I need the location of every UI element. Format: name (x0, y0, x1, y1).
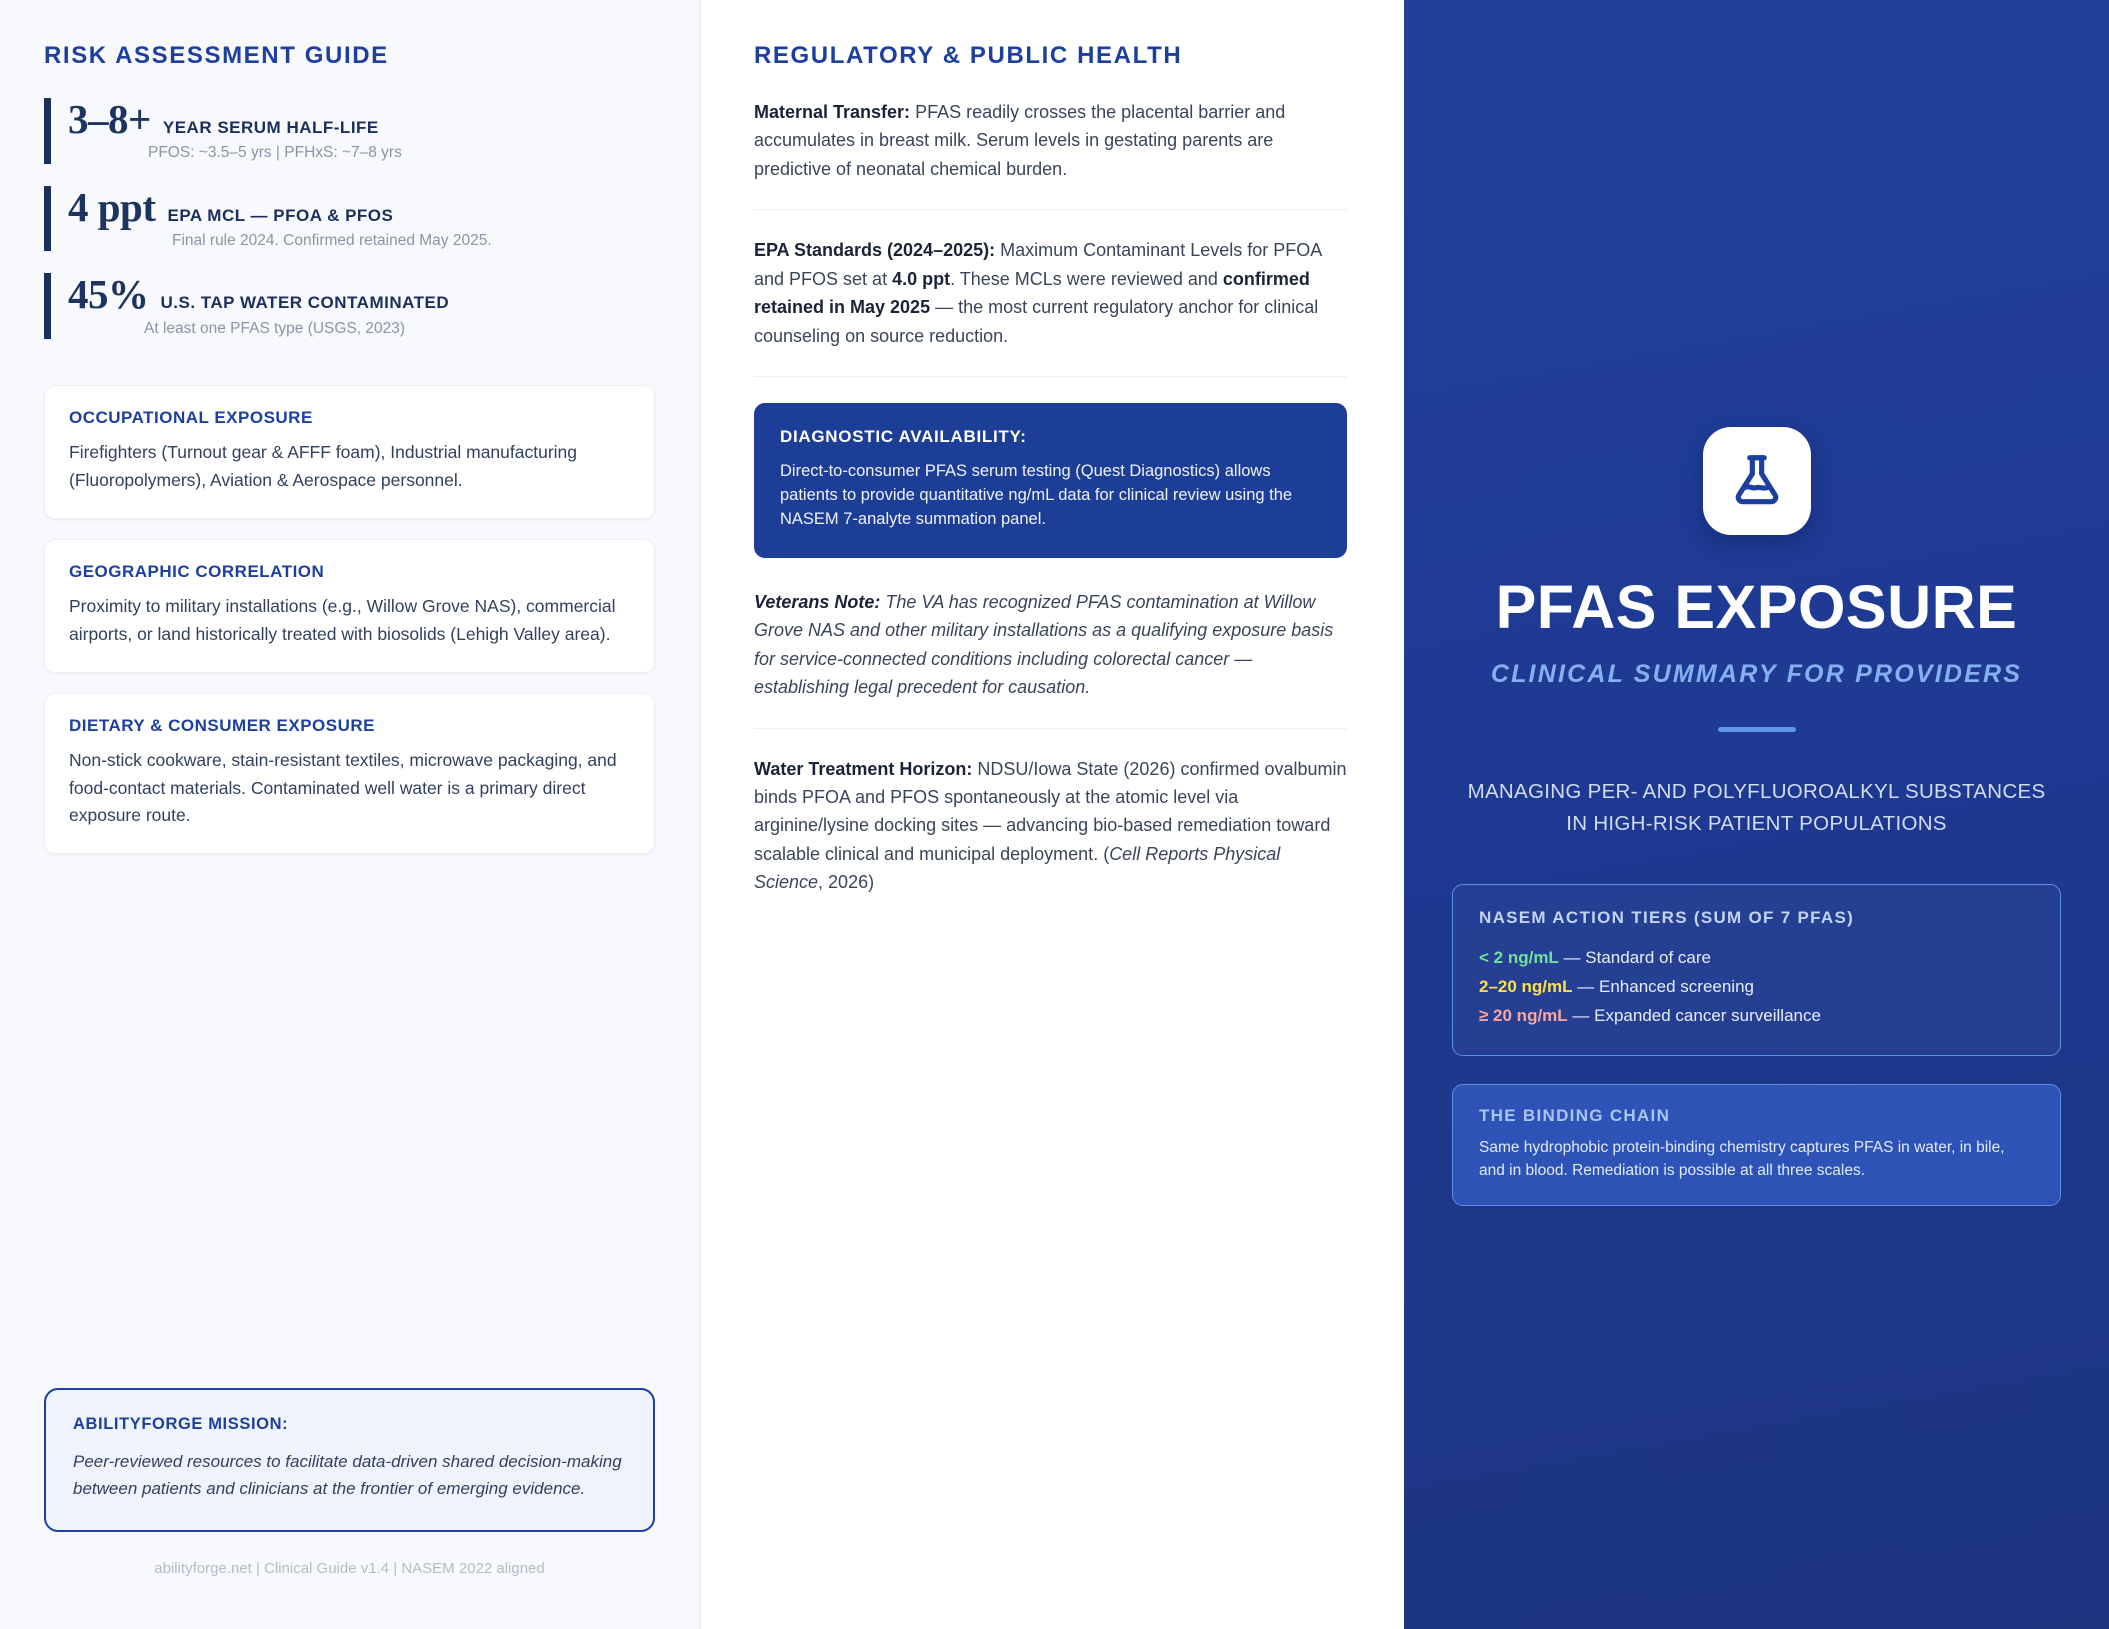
card-body: Proximity to military installations (e.g., Willow Grove NAS), commercial airports, or land historically treated with biosolids (Lehigh Valley area). (69, 596, 616, 644)
stat-label: U.S. TAP WATER CONTAMINATED (160, 293, 450, 313)
stat-label: EPA MCL — PFOA & PFOS (167, 205, 394, 225)
paragraph-lead: Water Treatment Horizon: (754, 758, 973, 779)
risk-assessment-column (0, 0, 701, 1629)
mission-title: ABILITYFORGE MISSION: (73, 1414, 289, 1433)
tier-action: — Standard of care (1558, 947, 1711, 967)
stat-label: YEAR SERUM HALF-LIFE (162, 118, 379, 137)
layout-spacer (44, 874, 655, 1387)
stat-list (44, 98, 655, 361)
binding-chain-title: THE BINDING CHAIN (1479, 1106, 1671, 1126)
stat-tap-water (44, 273, 655, 339)
divider (754, 728, 1347, 729)
paragraph-lead: Veterans Note: (754, 591, 881, 612)
brand-panel (1404, 0, 2109, 1629)
paragraph-bold-mcl-value: 4.0 ppt (892, 268, 951, 289)
stat-number: 45% (68, 271, 149, 318)
journal-name: Cell Reports Physical Science (754, 843, 1281, 893)
paragraph-text: PFAS readily crosses the placental barrier and accumulates in breast milk. Serum levels in gestating parents are predictive of neonatal chemical burden. (754, 102, 1286, 179)
regulatory-heading: REGULATORY & PUBLIC HEALTH (754, 42, 1183, 69)
tier-threshold: < 2 ng/mL (1479, 947, 1559, 967)
nasem-action-tiers-box (1452, 884, 2061, 1057)
mission-body: Peer-reviewed resources to facilitate data-driven shared decision-making between patients and clinicians at the frontier of emerging evidence. (73, 1451, 622, 1499)
stat-top-row (68, 183, 655, 230)
card-title: GEOGRAPHIC CORRELATION (69, 562, 325, 582)
tier-threshold: 2–20 ng/mL (1479, 976, 1573, 996)
tiers-title: NASEM ACTION TIERS (SUM OF 7 PFAS) (1479, 907, 1855, 927)
diagnostic-body: Direct-to-consumer PFAS serum testing (Quest Diagnostics) allows patients to provide quantitative ng/mL data for clinical review using the NASEM 7-analyte summation panel. (780, 462, 1293, 528)
binding-chain-box (1452, 1084, 2061, 1206)
footer-note: abilityforge.net | Clinical Guide v1.4 | NASEM 2022 aligned (154, 1560, 545, 1577)
brand-divider (1718, 727, 1796, 732)
risk-assessment-heading: RISK ASSESSMENT GUIDE (44, 42, 389, 69)
paragraph-lead: Maternal Transfer: (754, 102, 911, 122)
stat-sub: At least one PFAS type (USGS, 2023) (144, 319, 406, 337)
divider (754, 376, 1347, 377)
paragraph-veterans-note (754, 588, 1347, 702)
abilityforge-mission-box (44, 1388, 655, 1532)
lab-flask-icon (1726, 450, 1788, 512)
card-body: Firefighters (Turnout gear & AFFF foam), Industrial manufacturing (Fluoropolymers), Aviation & Aerospace personnel. (69, 442, 578, 490)
binding-chain-body: Same hydrophobic protein-binding chemistry captures PFAS in water, in bile, and in blood. Remediation is possible at all three scales. (1479, 1139, 2005, 1179)
paragraph-bold-retained: confirmed retained in May 2025 (754, 268, 1310, 318)
logo-tile (1703, 427, 1811, 535)
card-geographic-correlation (44, 539, 655, 673)
card-dietary-consumer-exposure (44, 693, 655, 854)
regulatory-public-health-column (701, 0, 1404, 1629)
stat-number: 3–8+ (68, 96, 151, 142)
paragraph-text-part3: — the most current regulatory anchor for clinical counseling on source reduction. (754, 297, 1319, 346)
paragraph-water-treatment-horizon (754, 755, 1347, 897)
divider (754, 209, 1347, 210)
paragraph-maternal-transfer (754, 98, 1347, 183)
stat-serum-half-life (44, 98, 655, 164)
card-title: OCCUPATIONAL EXPOSURE (69, 408, 313, 428)
paragraph-text-part1: Maximum Contaminant Levels for PFOA and PFOS set at (754, 240, 1322, 289)
diagnostic-title: DIAGNOSTIC AVAILABILITY: (780, 427, 1027, 447)
tier-threshold: ≥ 20 ng/mL (1479, 1006, 1568, 1025)
tier-row-enhanced-screening (1479, 972, 2034, 1001)
paragraph-epa-standards (754, 236, 1347, 350)
paragraph-text-part2: , 2026) (818, 872, 875, 893)
stat-sub: Final rule 2024. Confirmed retained May 2025. (172, 231, 492, 249)
paragraph-lead: EPA Standards (2024–2025): (754, 240, 996, 261)
paragraph-text-part2: . These MCLs were reviewed and (950, 268, 1223, 289)
card-body: Non-stick cookware, stain-resistant textiles, microwave packaging, and food-contact materials. Contaminated well water is a primary direct exposure route. (69, 750, 617, 826)
brand-description-line2: IN HIGH-RISK PATIENT POPULATIONS (1566, 811, 1947, 835)
stat-number: 4 ppt (68, 183, 156, 230)
paragraph-text: The VA has recognized PFAS contamination at Willow Grove NAS and other military installations as a qualifying exposure basis for service-connected conditions including colorectal cancer — establishing legal precedent for causation. (754, 591, 1334, 698)
brand-subtitle: CLINICAL SUMMARY FOR PROVIDERS (1490, 660, 2023, 688)
tier-action: — Enhanced screening (1572, 976, 1754, 996)
stat-top-row (68, 98, 655, 141)
tier-row-standard-of-care (1479, 943, 2034, 972)
brand-description-line1: MANAGING PER- AND POLYFLUOROALKYL SUBSTANCES (1467, 780, 2046, 803)
paragraph-text-part1: NDSU/Iowa State (2026) confirmed ovalbumin binds PFOA and PFOS spontaneously at the atomic level via arginine/lysine docking sites — advancing bio-based remediation toward scalable clinical and municipal deployment. ( (754, 758, 1347, 864)
brand-title: PFAS EXPOSURE (1495, 573, 2018, 641)
card-occupational-exposure (44, 385, 655, 519)
tier-action: — Expanded cancer surveillance (1567, 1006, 1821, 1025)
stat-sub: PFOS: ~3.5–5 yrs | PFHxS: ~7–8 yrs (148, 144, 402, 162)
tier-row-cancer-surveillance (1479, 1001, 2034, 1030)
diagnostic-availability-box (754, 403, 1347, 558)
card-title: DIETARY & CONSUMER EXPOSURE (69, 716, 376, 736)
brand-description (1468, 776, 2046, 840)
stat-epa-mcl (44, 183, 655, 252)
stat-top-row (68, 273, 655, 316)
